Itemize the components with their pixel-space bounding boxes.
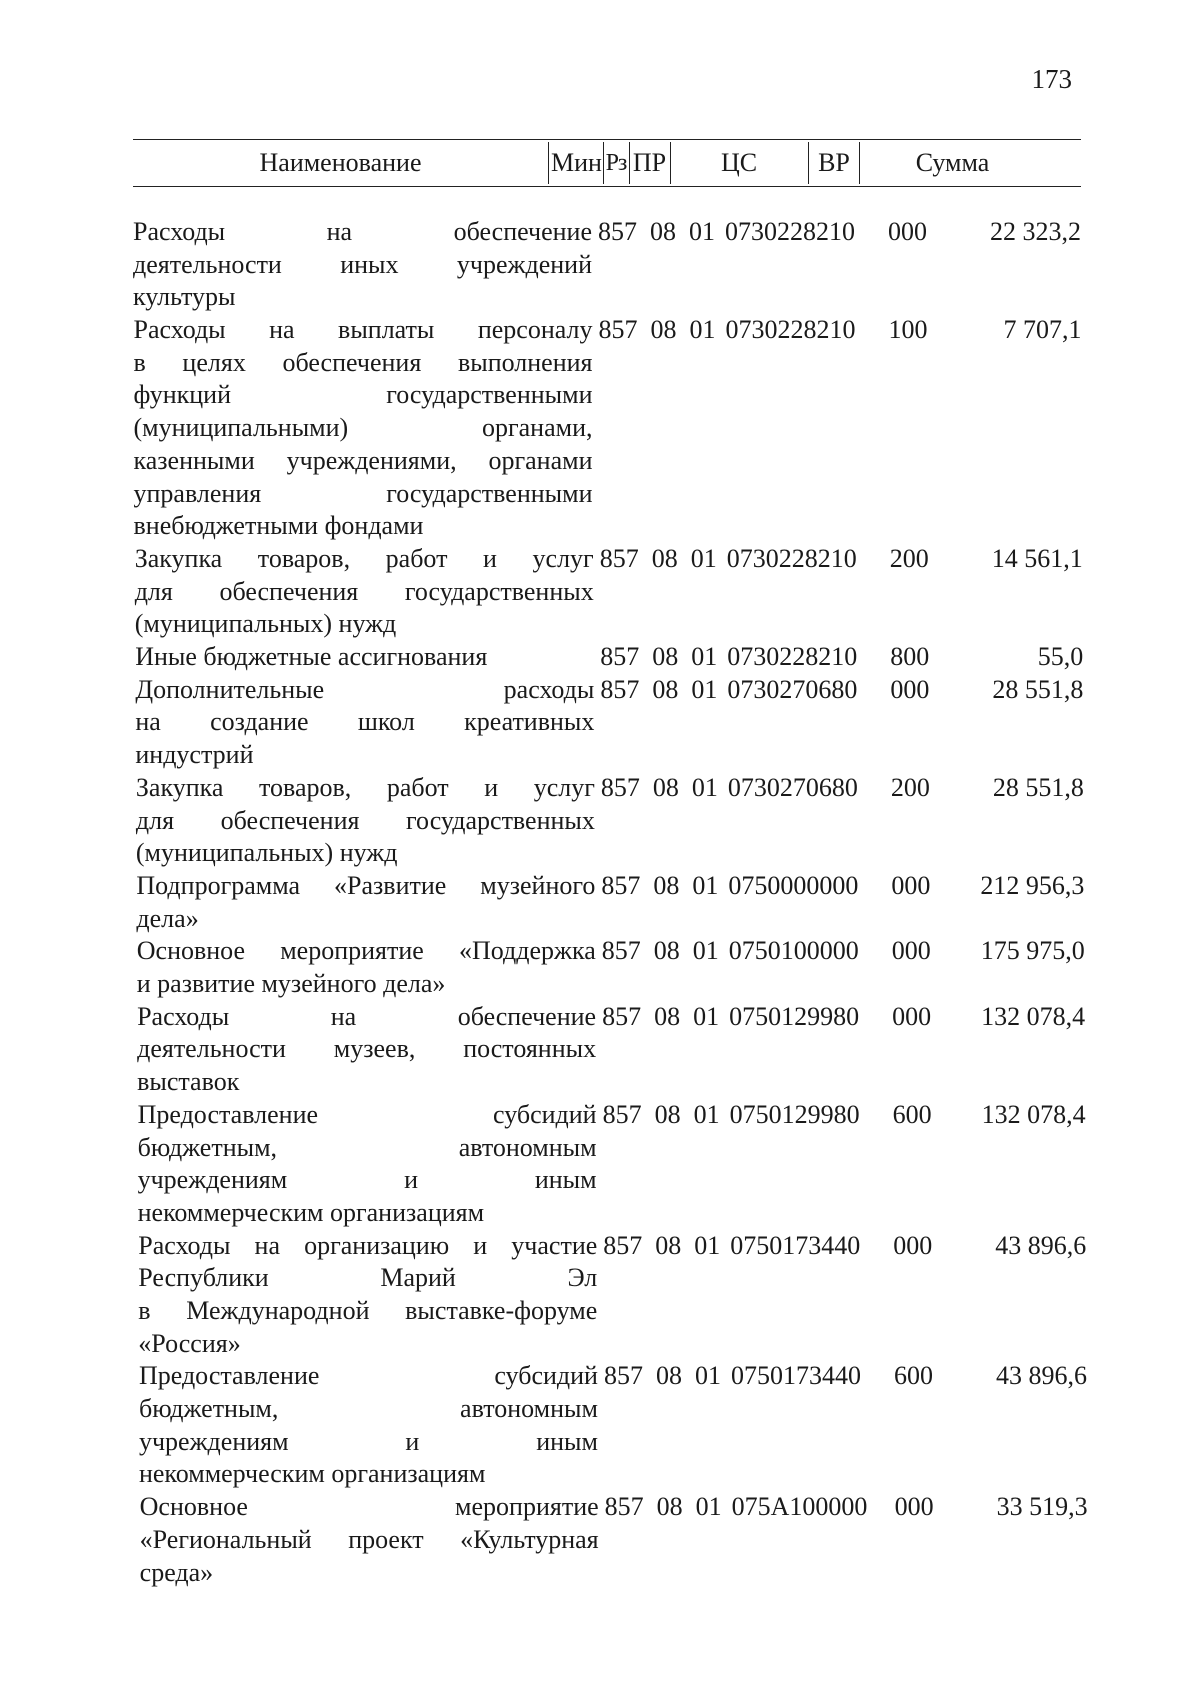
row-pr: 01 <box>691 772 718 802</box>
row-name-line: Дополнительные расходы <box>135 674 595 704</box>
row-rz: 08 <box>652 674 679 704</box>
row-name-line: (муниципальных) нужд <box>135 838 398 868</box>
table-body <box>0 216 1200 1589</box>
row-name-line: бюджетным, автономным <box>137 1132 597 1162</box>
row-vr: 200 <box>890 772 930 802</box>
row-min: 857 <box>603 1230 643 1260</box>
row-pr: 01 <box>694 1230 721 1260</box>
row-name <box>139 1360 598 1491</box>
row-rz: 08 <box>654 1099 681 1129</box>
row-name-line: учреждениям и иным <box>137 1165 597 1195</box>
row-name-line: бюджетным, автономным <box>138 1394 598 1424</box>
row-vr: 000 <box>891 870 931 900</box>
header-min: Мин <box>551 148 602 177</box>
row-name-line: деятельности музеев, постоянных <box>137 1034 597 1064</box>
row-cs: 0750000000 <box>728 870 859 900</box>
table-row <box>0 1099 1200 1230</box>
row-name-line: Предоставление субсидий <box>137 1099 597 1129</box>
row-name-line: культуры <box>133 282 236 312</box>
row-sum: 55,0 <box>1037 642 1084 672</box>
row-sum: 175 975,0 <box>980 936 1085 966</box>
row-rz: 08 <box>653 870 680 900</box>
row-min: 857 <box>599 543 639 573</box>
table-row <box>0 1360 1200 1491</box>
row-vr: 100 <box>888 315 928 345</box>
row-cs: 0750129980 <box>729 1099 860 1129</box>
row-rz: 08 <box>655 1361 682 1391</box>
row-name-line: «Региональный проект «Культурная <box>139 1524 599 1554</box>
row-cs: 0730228210 <box>727 642 858 672</box>
header-vr: ВР <box>818 148 850 177</box>
row-name-line: Предоставление субсидий <box>138 1361 598 1391</box>
row-sum: 43 896,6 <box>995 1230 1087 1260</box>
row-name-line: в целях обеспечения выполнения <box>133 347 593 377</box>
header-sum: Сумма <box>915 148 990 177</box>
row-cs: 075А100000 <box>731 1492 868 1522</box>
row-rz: 08 <box>654 1001 681 1031</box>
row-sum: 28 551,8 <box>992 772 1084 802</box>
row-name-line: Закупка товаров, работ и услуг <box>135 772 595 802</box>
row-name <box>137 935 596 1000</box>
row-pr: 01 <box>693 1001 720 1031</box>
row-rz: 08 <box>653 936 680 966</box>
row-sum: 43 896,6 <box>995 1361 1087 1391</box>
row-cs: 0750129980 <box>729 1001 860 1031</box>
row-name <box>135 543 594 641</box>
row-min: 857 <box>601 870 641 900</box>
row-sum: 14 561,1 <box>991 543 1083 573</box>
row-pr: 01 <box>692 870 719 900</box>
table-row <box>0 216 1200 314</box>
row-name-line: для обеспечения государственных <box>134 576 594 606</box>
row-name-line: на создание школ креативных <box>135 707 595 737</box>
row-name-line: среда» <box>139 1557 214 1587</box>
row-name <box>136 772 595 870</box>
row-name-line: Основное мероприятие <box>139 1492 599 1522</box>
row-name-line: (муниципальных) нужд <box>134 609 397 639</box>
row-name-line: дела» <box>136 903 199 933</box>
row-name <box>134 314 593 543</box>
row-name-line: (муниципальными) органами, <box>133 413 593 443</box>
row-vr: 000 <box>894 1492 934 1522</box>
table-row <box>0 1230 1200 1361</box>
header-divider <box>548 142 549 184</box>
row-name <box>137 1001 596 1099</box>
row-pr: 01 <box>694 1361 721 1391</box>
row-name-line: деятельности иных учреждений <box>133 249 592 279</box>
row-name-line: «Россия» <box>138 1328 241 1358</box>
row-rz: 08 <box>656 1492 683 1522</box>
row-min: 857 <box>603 1361 643 1391</box>
row-vr: 000 <box>891 936 931 966</box>
row-name-line: казенными учреждениями, органами <box>133 445 593 475</box>
row-rz: 08 <box>651 543 678 573</box>
row-name-line: внебюджетными фондами <box>133 511 424 541</box>
row-pr: 01 <box>689 315 716 345</box>
row-vr: 200 <box>889 543 929 573</box>
row-name <box>140 1491 599 1589</box>
row-name-line: Расходы на выплаты персоналу <box>133 315 593 345</box>
row-name-line: некоммерческим организациям <box>138 1459 486 1489</box>
row-name-line: выставок <box>137 1067 240 1097</box>
row-name-line: и развитие музейного дела» <box>136 969 446 999</box>
row-min: 857 <box>601 936 641 966</box>
table-header <box>133 139 1081 187</box>
row-cs: 0730228210 <box>725 217 855 246</box>
row-sum: 33 519,3 <box>996 1492 1088 1522</box>
row-name-line: индустрий <box>135 740 254 770</box>
table-row <box>0 1001 1200 1099</box>
header-pr: ПР <box>632 148 667 177</box>
row-name <box>138 1230 597 1361</box>
row-sum: 22 323,2 <box>990 217 1081 246</box>
row-vr: 000 <box>888 217 927 246</box>
row-cs: 0750173440 <box>730 1361 861 1391</box>
row-min: 857 <box>598 315 638 345</box>
row-name <box>135 641 594 674</box>
table-row <box>0 314 1200 543</box>
row-sum: 132 078,4 <box>981 1001 1086 1031</box>
row-name-line: некоммерческим организациям <box>137 1197 485 1227</box>
table-row <box>0 543 1200 641</box>
row-min: 857 <box>600 674 640 704</box>
row-sum: 212 956,3 <box>980 870 1085 900</box>
row-pr: 01 <box>695 1492 722 1522</box>
row-rz: 08 <box>652 772 679 802</box>
row-min: 857 <box>600 642 640 672</box>
row-sum: 7 707,1 <box>1003 315 1082 345</box>
header-name: Наименование <box>259 148 422 177</box>
row-rz: 08 <box>650 315 677 345</box>
row-cs: 0730228210 <box>725 315 856 345</box>
row-sum: 132 078,4 <box>981 1099 1086 1129</box>
row-name-line: Подпрограмма «Развитие музейного <box>136 870 596 900</box>
row-min: 857 <box>602 1001 642 1031</box>
row-pr: 01 <box>693 1099 720 1129</box>
table-row <box>0 935 1200 1000</box>
row-name-line: Расходы на обеспечение <box>133 217 592 246</box>
row-min: 857 <box>604 1492 644 1522</box>
table-row <box>0 772 1200 870</box>
row-name-line: в Международной выставке-форуме <box>138 1296 598 1325</box>
row-pr: 01 <box>691 642 718 672</box>
table-row <box>0 870 1200 935</box>
row-rz: 08 <box>655 1230 682 1260</box>
row-name-line: Расходы на обеспечение <box>137 1001 597 1031</box>
row-vr: 000 <box>890 674 930 704</box>
row-name-line: учреждениям и иным <box>138 1426 598 1456</box>
page-number: 173 <box>1031 64 1072 94</box>
row-name <box>133 216 592 314</box>
row-vr: 600 <box>892 1099 932 1129</box>
row-rz: 08 <box>650 217 676 246</box>
row-min: 857 <box>598 217 637 246</box>
row-vr: 600 <box>893 1361 933 1391</box>
row-name-line: Республики Марий Эл <box>138 1263 598 1293</box>
table-row <box>0 1491 1200 1589</box>
row-sum: 28 551,8 <box>992 674 1084 704</box>
row-pr: 01 <box>689 217 715 246</box>
row-name-line: Расходы на организацию и участие <box>138 1230 598 1260</box>
row-pr: 01 <box>691 674 718 704</box>
row-pr: 01 <box>690 543 717 573</box>
row-rz: 08 <box>652 642 679 672</box>
row-pr: 01 <box>692 936 719 966</box>
row-cs: 0750173440 <box>730 1230 861 1260</box>
row-min: 857 <box>600 772 640 802</box>
row-cs: 0750100000 <box>728 936 859 966</box>
row-name <box>135 674 594 772</box>
row-vr: 000 <box>893 1230 933 1260</box>
row-name <box>136 870 595 935</box>
row-vr: 000 <box>892 1001 932 1031</box>
table-row <box>0 674 1200 772</box>
row-name-line: управления государственными <box>133 478 593 508</box>
row-name-line: Закупка товаров, работ и услуг <box>134 543 594 573</box>
header-rz: Рз <box>605 150 627 176</box>
table-row <box>0 641 1200 674</box>
row-cs: 0730270680 <box>727 674 858 704</box>
row-name-line: функций государственными <box>133 380 593 410</box>
row-vr: 800 <box>890 642 930 672</box>
row-name-line: для обеспечения государственных <box>135 805 595 835</box>
row-cs: 0730270680 <box>727 772 858 802</box>
row-min: 857 <box>602 1099 642 1129</box>
row-name-line: Иные бюджетные ассигнования <box>135 642 488 672</box>
row-name <box>138 1099 597 1230</box>
row-name-line: Основное мероприятие «Поддержка <box>136 936 596 966</box>
row-cs: 0730228210 <box>726 543 857 573</box>
header-cs: ЦС <box>720 148 758 177</box>
